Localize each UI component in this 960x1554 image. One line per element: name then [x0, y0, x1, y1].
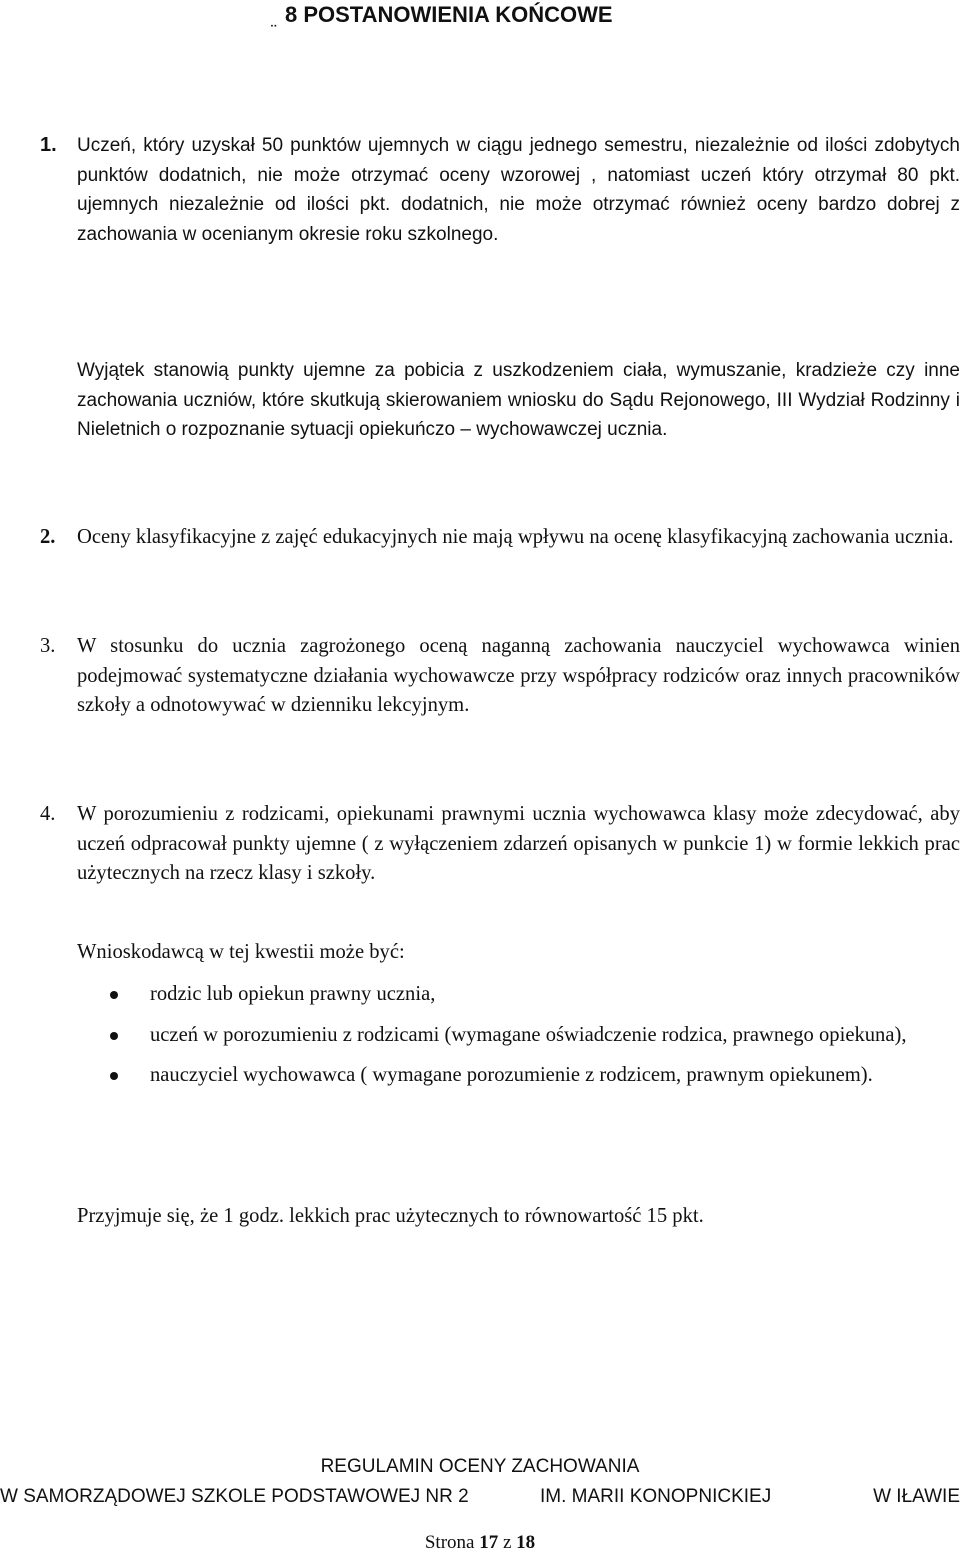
list-item-text: nauczyciel wychowawca ( wymagane porozumienie z rodzicem, prawnym opiekunem). [150, 1064, 873, 1087]
applicants-intro: Wnioskodawcą w tej kwestii może być: [77, 941, 405, 963]
footer-title: REGULAMIN OCENY ZACHOWANIA [320, 1456, 640, 1477]
list-item-text: rodzic lub opiekun prawny ucznia, [150, 983, 436, 1005]
footer-school-line [0, 1485, 960, 1509]
applicants-list [110, 980, 960, 1102]
item-1-text: Uczeń, który uzyskał 50 punktów ujemnych w ciągu jednego semestru, niezależnie od ilości zdobytych punktów dodatnich, nie może otrzymać oceny wzorowej , natomiast uczeń który otrzymał 80 pkt. ujemnych niezależnie od ilości pkt. dodatnich, nie może otrzymać również oceny bardzo dobrej z zachowania w ocenianym okresie roku szkolnego. [77, 135, 960, 245]
rule-text: Przyjmuje się, że 1 godz. lekkich prac użytecznych to równowartość 15 pkt. [77, 1205, 704, 1227]
list-item [110, 1061, 960, 1091]
footer-school-name: W SAMORZĄDOWEJ SZKOLE PODSTAWOWEJ NR 2 [0, 1486, 469, 1507]
page-total: 18 [516, 1532, 536, 1553]
bullet-icon [110, 1032, 118, 1040]
heading-text: 8 POSTANOWIENIA KOŃCOWE [285, 2, 613, 27]
item-1-exception: Wyjątek stanowią punkty ujemne za pobicia z uszkodzeniem ciała, wymuszanie, kradzieże czy inne zachowania uczniów, które skutkują skierowaniem wniosku do Sądu Rejonowego, III Wydział Rodzinny i Nieletnich o rozpoznanie sytuacji opiekuńczo – wychowawczej ucznia. [77, 360, 960, 441]
item-2-text: Oceny klasyfikacyjne z zajęć edukacyjnych nie mają wpływu na ocenę klasyfikacyjną zachowania ucznia. [77, 526, 954, 548]
footer-school-patron: IM. MARII KONOPNICKIEJ [540, 1486, 772, 1507]
item-3-number: 3. [40, 635, 56, 657]
bullet-icon [110, 1072, 118, 1080]
list-item [110, 1021, 960, 1051]
page-number [0, 1532, 960, 1554]
item-3-text: W stosunku do ucznia zagrożonego oceną naganną zachowania nauczyciel wychowawca winien podejmować systematyczne działania wychowawcze przy współpracy rodziców oraz innych pracowników szkoły a odnotowywać w dzienniku lekcyjnym. [77, 635, 960, 717]
heading-marker: ¨ [271, 23, 277, 40]
footer-school-city: W IŁAWIE [873, 1486, 960, 1507]
page-label: Strona [424, 1532, 475, 1553]
page-separator: z [502, 1532, 512, 1553]
list-item-text: uczeń w porozumieniu z rodzicami (wymagane oświadczenie rodzica, prawnego opiekuna), [150, 1023, 907, 1046]
item-4-text: W porozumieniu z rodzicami, opiekunami prawnymi ucznia wychowawca klasy może zdecydować, aby uczeń odpracował punkty ujemne ( z wyłączeniem zdarzeń opisanych w punkcie 1) w formie lekkich prac użytecznych na rzecz klasy i szkoły. [77, 803, 960, 885]
bullet-icon [110, 991, 118, 999]
list-item [110, 980, 960, 1010]
item-1-number: 1. [40, 134, 57, 156]
section-heading [258, 2, 613, 40]
page-current: 17 [479, 1532, 499, 1553]
item-2-number: 2. [40, 526, 56, 548]
item-4-number: 4. [40, 803, 56, 825]
